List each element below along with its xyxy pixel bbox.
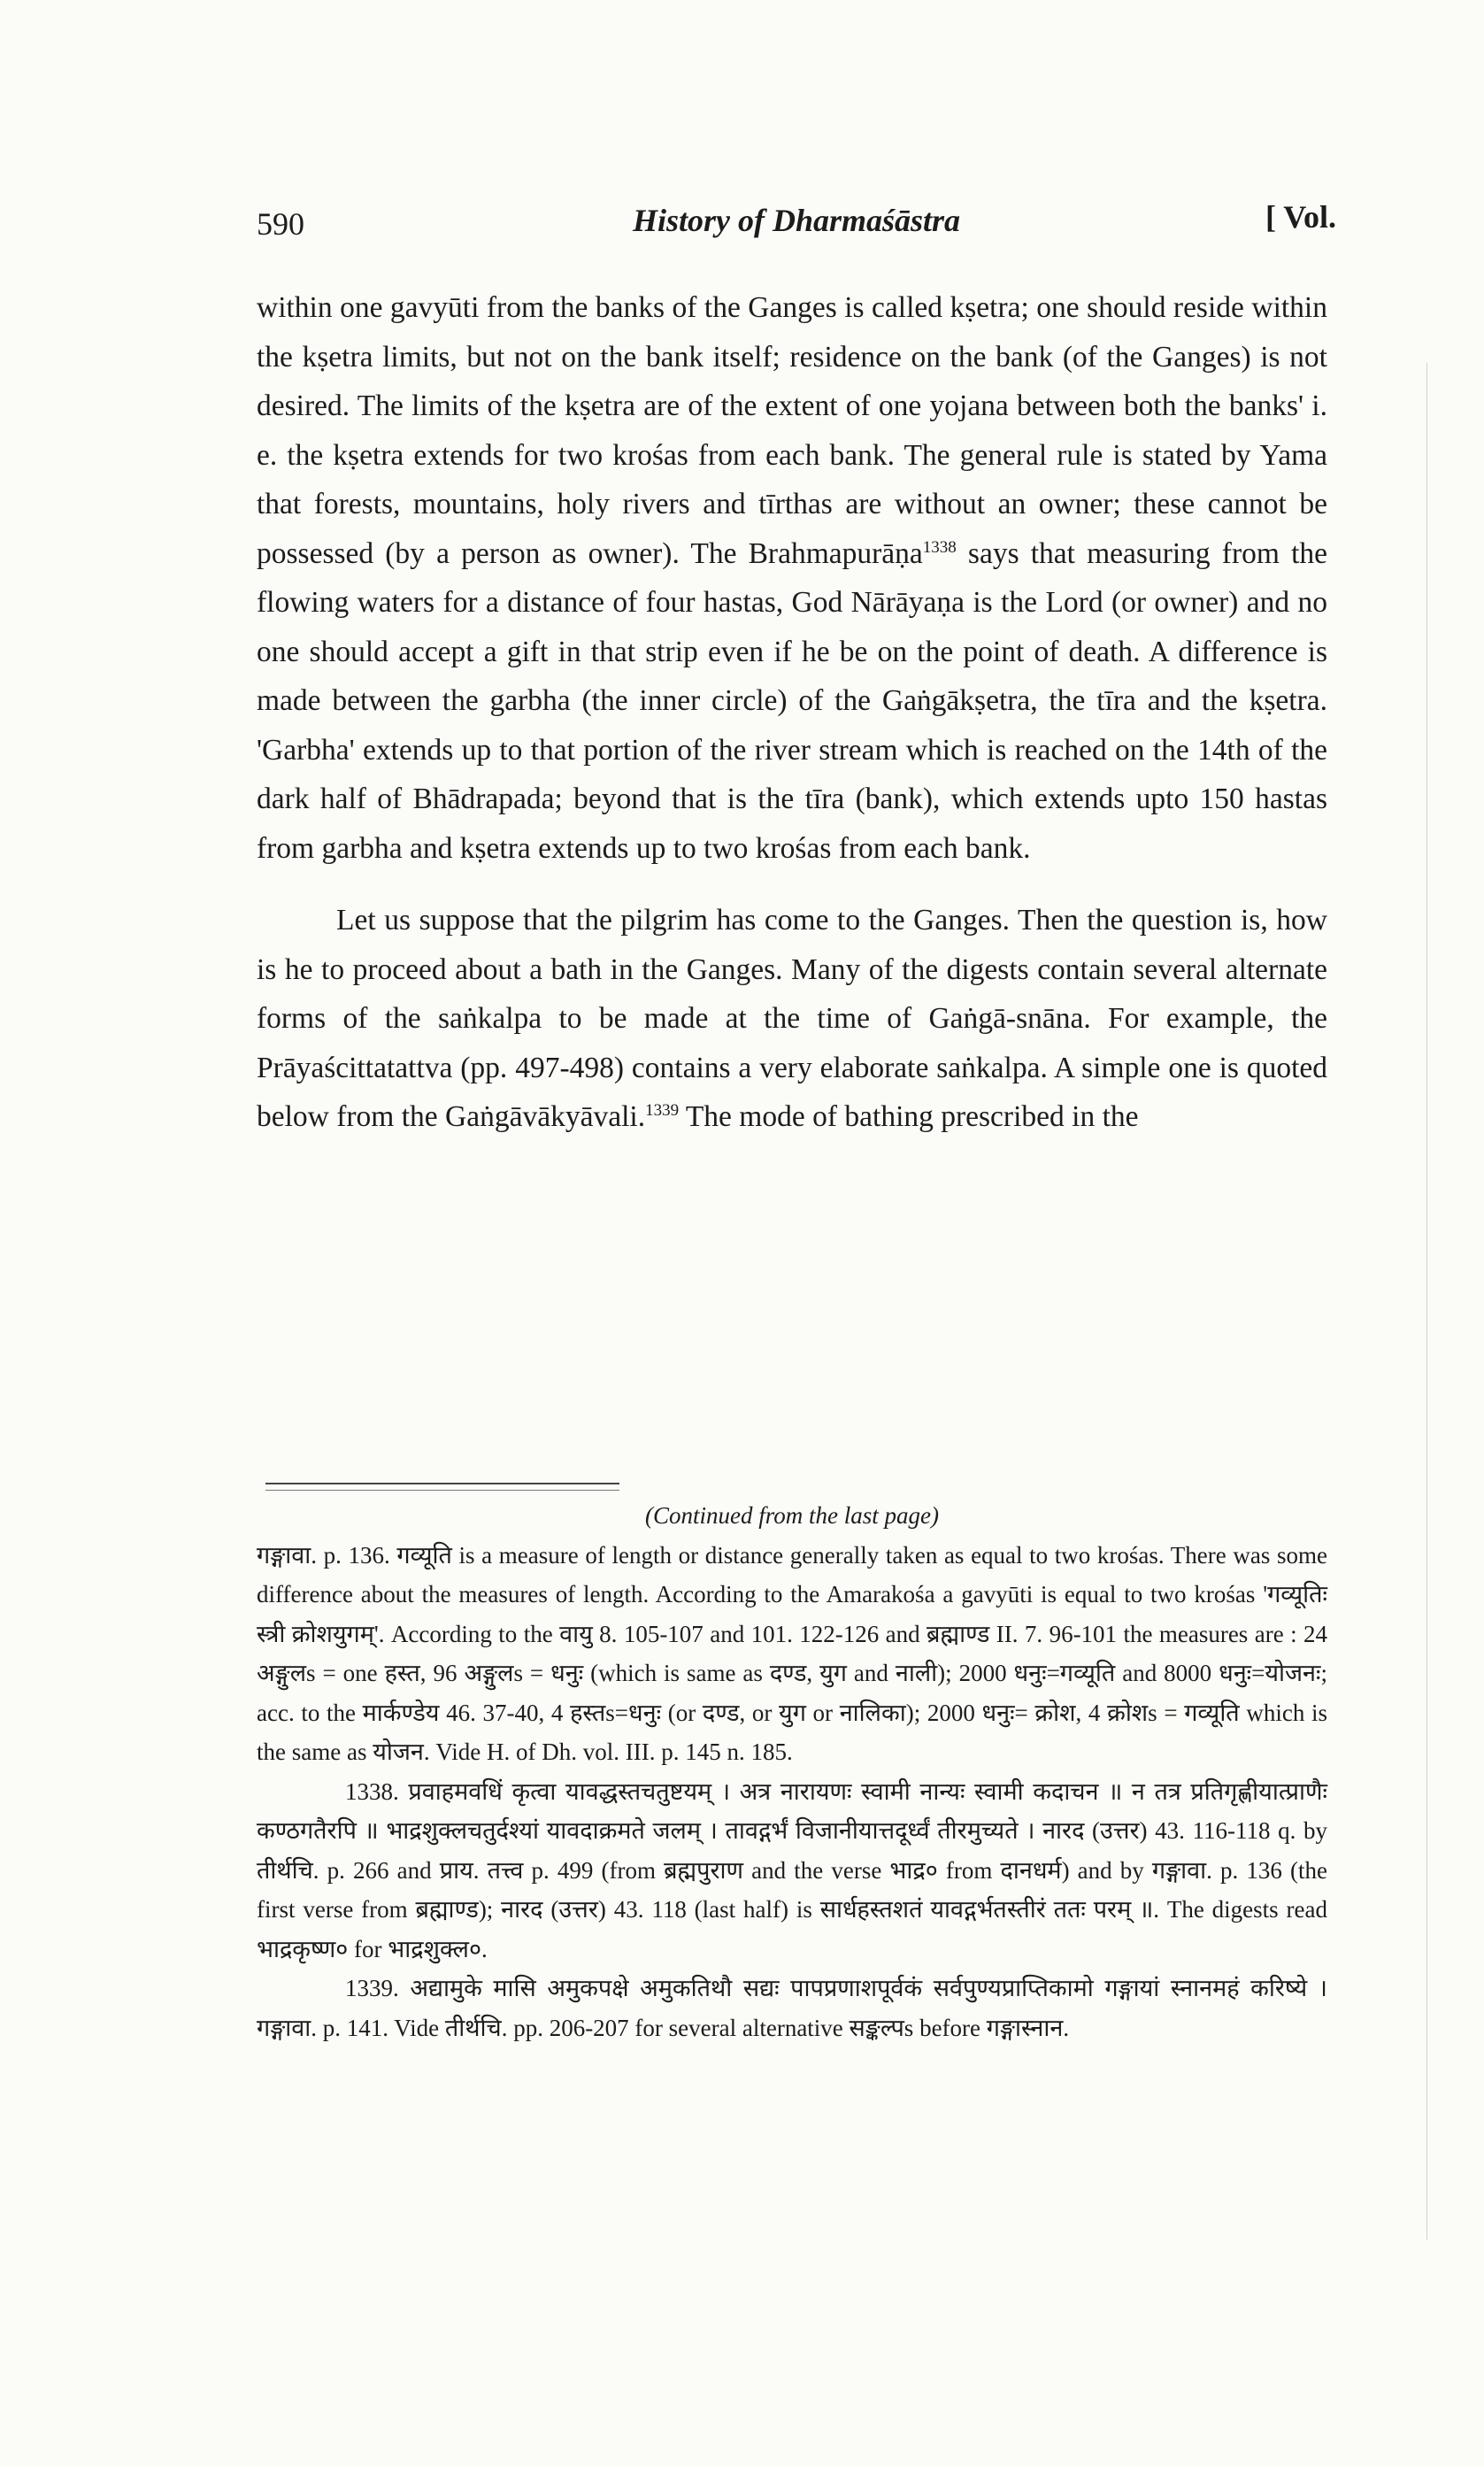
footnote-rule bbox=[265, 1483, 619, 1491]
main-text bbox=[257, 283, 1327, 1142]
paragraph-2-continuation: The mode of bathing prescribed in the bbox=[679, 1100, 1139, 1133]
page-header bbox=[257, 198, 1336, 251]
volume-label: [ Vol. bbox=[1265, 199, 1336, 235]
paragraph-1-text: within one gavyūti from the banks of the Ganges is called kṣetra; one should reside within the kṣetra limits, but not on the bank itself; residence on the bank (of the Ganges) is not desired. The limits of the kṣetra are of the extent of one yojana between both the banks' i. e. the kṣetra extends for two krośas from each bank. The general rule is stated by Yama that forests, mountains, holy rivers and tīrthas are without an owner; these cannot be possessed (by a person as owner). The Brahmapurāṇa bbox=[257, 291, 1327, 570]
paragraph-2-text: Let us suppose that the pilgrim has come to the Ganges. Then the question is, how is he to proceed about a bath in the Ganges. Many of the digests contain several alternate forms of the saṅkalpa to be made at the time of Gaṅgā-snāna. For example, the Prāyaścittatattva (pp. 497-498) contains a very elaborate saṅkalpa. A simple one is quoted below from the Gaṅgāvākyāvali. bbox=[257, 904, 1327, 1133]
continued-label: (Continued from the last page) bbox=[645, 1502, 939, 1529]
running-title: History of Dharmaśāstra bbox=[632, 203, 961, 238]
page-number: 590 bbox=[257, 206, 304, 242]
scan-margin-line bbox=[1426, 363, 1427, 2240]
continued-footnote: गङ्गावा. p. 136. गव्यूति is a measure of length or distance generally taken as equal to two krośas. There was some difference about the measures of length. According to the Amarakośa a gavyūti is equal to two krośas 'गव्यूतिः स्त्री क्रोशयुगम्'. According to the वायु 8. 105-107 and 101. 122-126 and ब्रह्माण्ड II. 7. 96-101 the measures are : 24 अङ्गुलs = one हस्त, 96 अङ्गुलs = धनुः (which is same as दण्ड, युग and नाली); 2000 धनुः=गव्यूति and 8000 धनुः=योजनः; acc. to the मार्कण्डेय 46. 37-40, 4 हस्तs=धनुः (or दण्ड, or युग or नालिका); 2000 धनुः= क्रोश, 4 क्रोशs = गव्यूति which is the same as योजन. Vide H. of Dh. vol. III. p. 145 n. 185. bbox=[257, 1541, 1327, 1765]
paragraph-1 bbox=[257, 283, 1327, 873]
footnote-ref-1338: 1338 bbox=[922, 537, 957, 557]
footnotes bbox=[257, 1496, 1327, 2047]
footnote-ref-1339: 1339 bbox=[645, 1100, 680, 1120]
footnote-1339: 1339. अद्यामुके मासि अमुकपक्षे अमुकतिथौ सद्यः पापप्रणाशपूर्वकं सर्वपुण्यप्राप्तिकामो गङ्गायां स्नानमहं करिष्ये । गङ्गावा. p. 141. Vide तीर्थचि. pp. 206-207 for several alternative सङ्कल्पs before गङ्गास्नान. bbox=[257, 1975, 1327, 2041]
paragraph-1-continuation: says that measuring from the flowing waters for a distance of four hastas, God Nārāyaṇa is the Lord (or owner) and no one should accept a gift in that strip even if he be on the point of death. A difference is made between the garbha (the inner circle) of the Gaṅgākṣetra, the tīra and the kṣetra. 'Garbha' extends up to that portion of the river stream which is reached on the 14th of the dark half of Bhādrapada; beyond that is the tīra (bank), which extends upto 150 hastas from garbha and kṣetra extends up to two krośas from each bank. bbox=[257, 536, 1327, 865]
paragraph-2 bbox=[257, 896, 1327, 1142]
footnote-1338: 1338. प्रवाहमवधिं कृत्वा यावद्धस्तचतुष्टयम् । अत्र नारायणः स्वामी नान्यः स्वामी कदाचन ॥ न तत्र प्रतिगृह्णीयात्प्राणैः कण्ठगतैरपि ॥ भाद्रशुक्लचतुर्दश्यां यावदाक्रमते जलम् । तावद्गर्भं विजानीयात्तदूर्ध्वं तीरमुच्यते । नारद (उत्तर) 43. 116-118 q. by तीर्थचि. p. 266 and प्राय. तत्त्व p. 499 (from ब्रह्मपुराण and the verse भाद्र० from दानधर्म) and by गङ्गावा. p. 136 (the first verse from ब्रह्माण्ड); नारद (उत्तर) 43. 118 (last half) is सार्धहस्तशतं यावद्गर्भतस्तीरं ततः परम् ॥. The digests read भाद्रकृष्ण० for भाद्रशुक्ल०. bbox=[257, 1777, 1327, 1962]
